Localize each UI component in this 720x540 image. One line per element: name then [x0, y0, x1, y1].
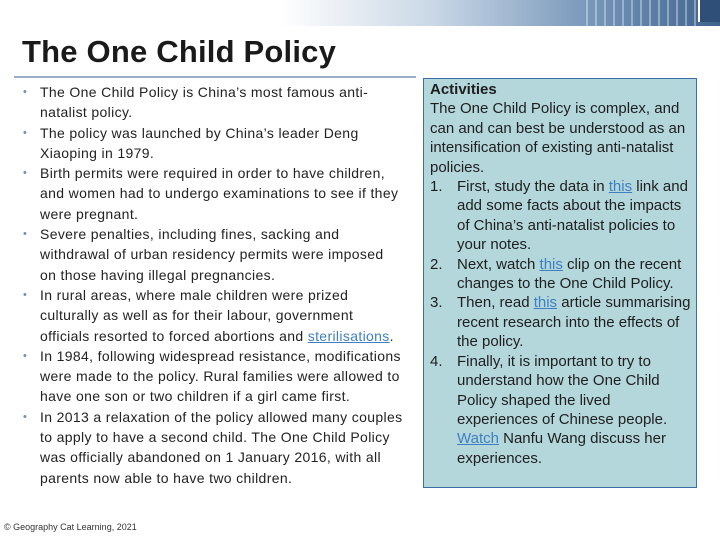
bullet-text: In 2013 a relaxation of the policy allowed many couples to apply to have a second child. The One Child Policy was officially abandoned on 1 January 2016, with all parents now able to have two children. — [40, 408, 403, 486]
bullet-dot-icon: • — [23, 86, 28, 98]
activity-text-end: Nanfu Wang discuss her experiences. — [457, 430, 666, 467]
bullet-text: In 1984, following widespread resistance, modifications were made to the policy. Rural families were allowed to have one son or two children if a girl came first. — [40, 347, 401, 405]
activity-number: 1. — [430, 178, 443, 196]
bullet-item — [22, 346, 404, 407]
data-link[interactable]: this — [608, 178, 633, 196]
bullet-dot-icon: • — [23, 167, 28, 180]
activity-text: First, study the data in — [457, 178, 609, 196]
header-decoration-stripes — [586, 0, 696, 26]
bullet-item — [22, 82, 404, 123]
clip-link[interactable]: this — [539, 255, 563, 273]
activity-text: Then, read — [457, 294, 534, 312]
bullet-item — [22, 163, 404, 224]
activity-text-end: article summarising recent research into the effects of the policy. — [457, 294, 691, 351]
bullet-dot-icon: • — [23, 410, 28, 423]
activity-text: Finally, it is important to try to understand how the One Child Policy shaped the lived experiences of Chinese people. — [457, 352, 668, 428]
header-decoration-square — [698, 0, 720, 22]
copyright-footer: © Geography Cat Learning, 2021 — [4, 522, 137, 532]
activities-heading: Activities — [430, 81, 497, 98]
bullet-dot-icon: • — [23, 228, 28, 241]
bullet-item — [22, 285, 404, 346]
activity-item — [430, 255, 693, 294]
activities-list — [430, 177, 693, 468]
activity-text-end: link and add some facts about the impacts of China’s anti-natalist policies to your notes. — [457, 178, 688, 254]
activity-text: Next, watch — [457, 255, 540, 273]
slide-title: The One Child Policy — [22, 34, 337, 69]
watch-link[interactable]: Watch — [457, 430, 499, 448]
title-underline — [14, 76, 416, 78]
activity-text-end: clip on the recent changes to the One Child Policy. — [457, 255, 682, 293]
activities-box — [423, 78, 697, 488]
activity-number: 2. — [430, 255, 443, 273]
sterilisations-link[interactable]: sterilisations — [307, 327, 390, 344]
bullet-text: The One Child Policy is China’s most famous anti-natalist policy. — [40, 84, 369, 121]
bullet-list — [22, 82, 404, 488]
bullet-dot-icon: • — [23, 126, 28, 139]
bullet-item — [22, 224, 404, 285]
activity-item — [430, 293, 693, 351]
bullet-item — [22, 407, 404, 488]
bullet-item — [22, 123, 404, 164]
bullet-dot-icon: • — [23, 349, 28, 362]
bullet-text: In rural areas, where male children were prized culturally as well as for their labour, government officials resorted to forced abortions and — [40, 286, 354, 344]
activity-item — [430, 352, 693, 468]
bullet-text: Birth permits were required in order to have children, and women had to undergo examinations to see if they were pregnant. — [40, 165, 399, 222]
activity-number: 4. — [430, 352, 443, 370]
bullet-text-end: . — [389, 327, 394, 344]
article-link[interactable]: this — [533, 294, 558, 312]
bullet-text: Severe penalties, including fines, sacking and withdrawal of urban residency permits were imposed on those having illegal pregnancies. — [40, 226, 384, 283]
activity-number: 3. — [430, 294, 443, 312]
bullet-dot-icon: • — [23, 288, 28, 301]
activities-intro: The One Child Policy is complex, and can and can best be understood as an intensification of existing anti-natalist policies. — [430, 100, 686, 176]
bullet-text: The policy was launched by China’s leader Deng Xiaoping in 1979. — [40, 124, 359, 161]
activity-item — [430, 177, 693, 255]
